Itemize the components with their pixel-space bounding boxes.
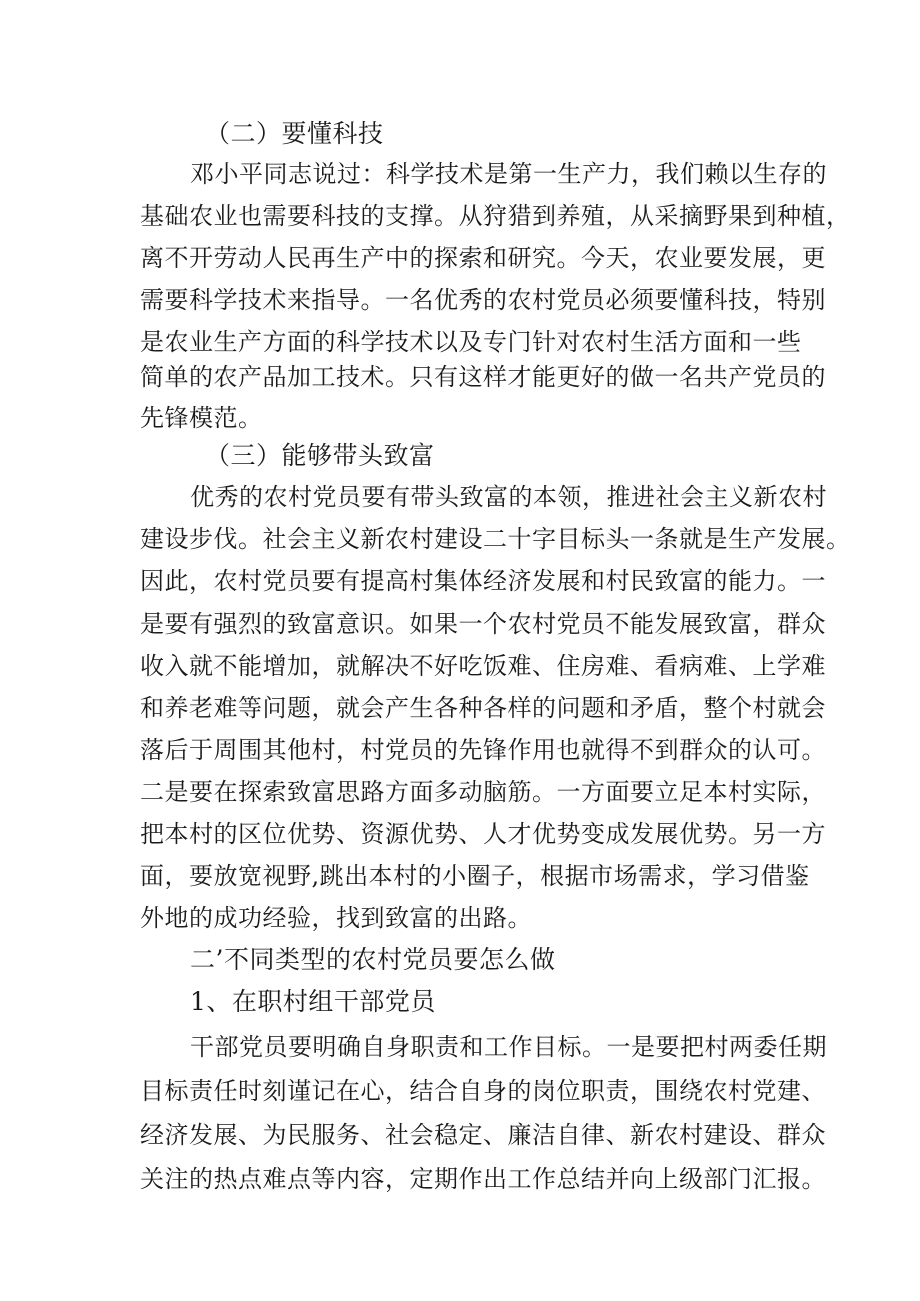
paragraph-line: 二是要在探索致富思路方面多动脑筋。一方面要立足本村实际， [140,778,826,806]
part-heading: 二’不同类型的农村党员要怎么做 [190,945,556,974]
paragraph-line: 先锋模范。 [140,404,263,432]
paragraph-line: 和养老难等问题，就会产生各种各样的问题和矛盾，整个村就会 [140,694,826,722]
section-heading: （三）能够带头致富 [205,441,435,470]
paragraph-line: 基础农业也需要科技的支撑。从狩猎到养殖，从采摘野果到种植， [140,202,851,230]
paragraph-line: 优秀的农村党员要有带头致富的本领，推进社会主义新农村 [190,483,827,511]
paragraph-line: 外地的成功经验，找到致富的出路。 [140,904,532,932]
paragraph-line: 干部党员要明确自身职责和工作目标。一是要把村两委任期 [190,1033,827,1061]
paragraph-line: 是农业生产方面的科学技术以及专门针对农村生活方面和一些 [140,328,802,356]
paragraph-line: 收入就不能增加，就解决不好吃饭难、住房难、看病难、上学难 [140,652,826,680]
paragraph-line: 关注的热点难点等内容，定期作出工作总结并向上级部门汇报。 [140,1165,826,1193]
paragraph-line: 经济发展、为民服务、社会稳定、廉洁自律、新农村建设、群众 [140,1121,826,1149]
paragraph-line: 面，要放宽视野,跳出本村的小圈子，根据市场需求，学习借鉴 [140,862,810,890]
paragraph-line: 简单的农产品加工技术。只有这样才能更好的做一名共产党员的 [140,363,826,391]
subsection-heading: 1、在职村组干部党员 [190,987,436,1016]
paragraph-line: 落后于周围其他村，村党员的先锋作用也就得不到群众的认可。 [140,736,826,764]
paragraph-line: 是要有强烈的致富意识。如果一个农村党员不能发展致富，群众 [140,610,826,638]
paragraph-line: 离不开劳动人民再生产中的探索和研究。今天，农业要发展，更 [140,244,826,272]
paragraph-line: 把本村的区位优势、资源优势、人才优势变成发展优势。另一方 [140,820,826,848]
paragraph-line: 目标责任时刻谨记在心，结合自身的岗位职责，围绕农村党建、 [140,1077,826,1105]
section-heading: （二）要懂科技 [205,119,384,148]
paragraph-line: 邓小平同志说过：科学技术是第一生产力，我们赖以生存的 [190,160,827,188]
paragraph-line: 需要科学技术来指导。一名优秀的农村党员必须要懂科技，特别 [140,286,826,314]
paragraph-line: 因此，农村党员要有提高村集体经济发展和村民致富的能力。一 [140,567,826,595]
paragraph-line: 建设步伐。社会主义新农村建设二十字目标头一条就是生产发展。 [140,525,851,553]
